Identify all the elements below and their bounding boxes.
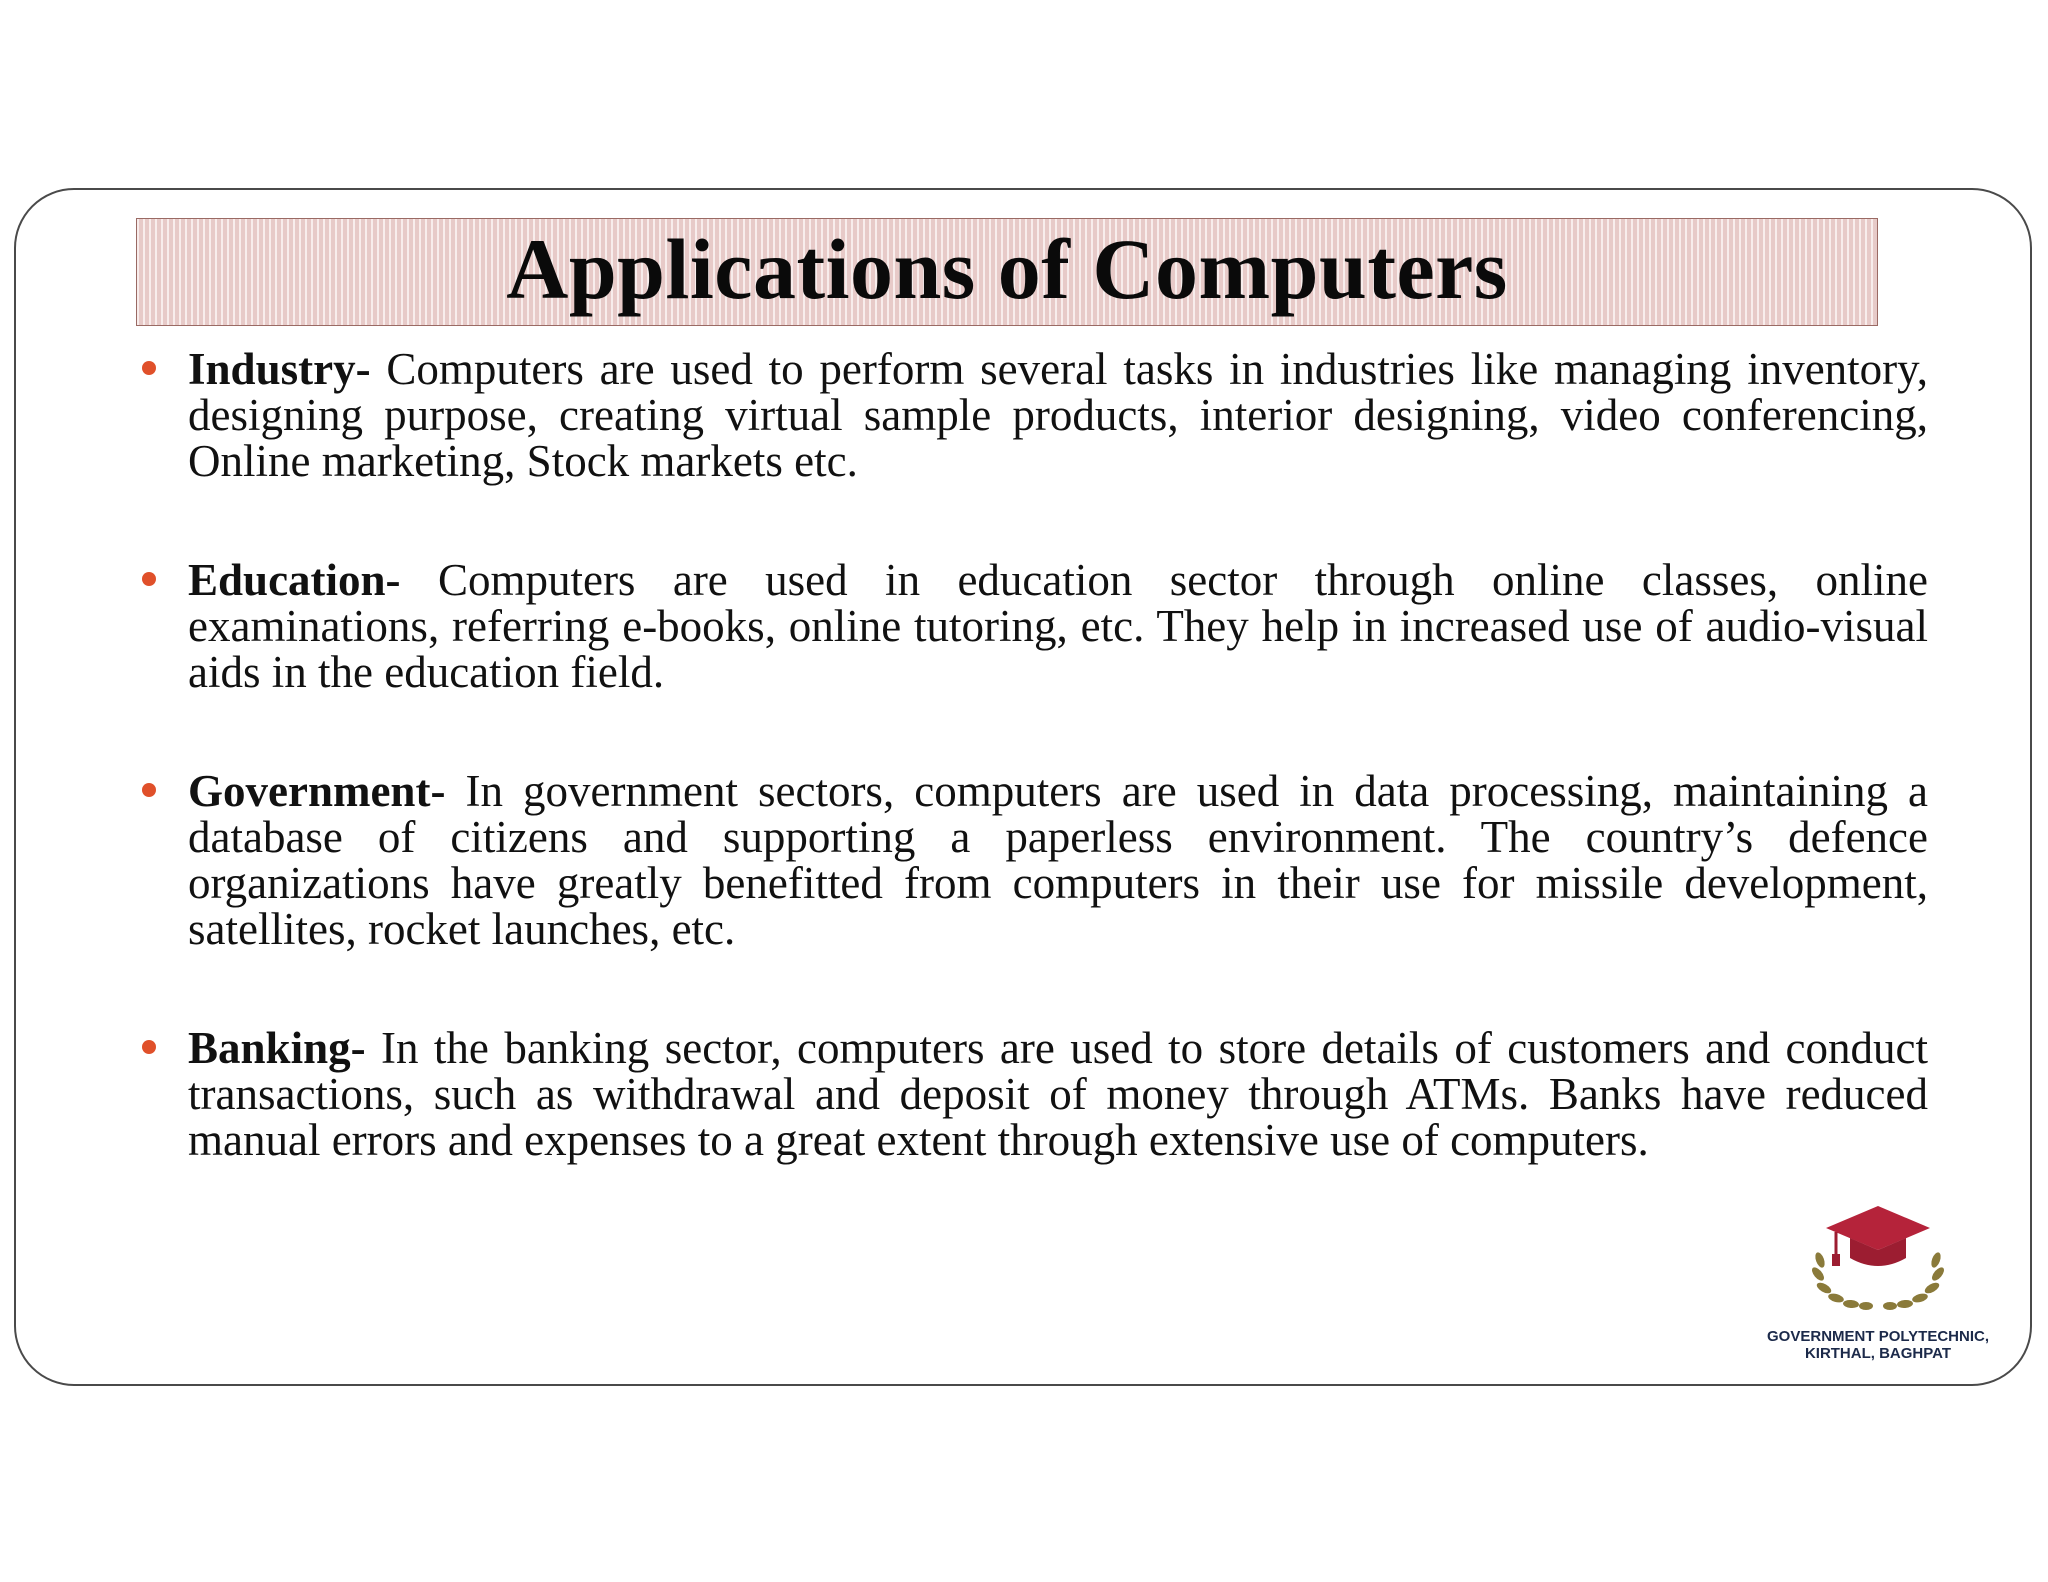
bullet-item-industry [188, 346, 1928, 484]
slide-title: Applications of Computers [506, 221, 1508, 317]
bullet-item-education [188, 557, 1928, 695]
logo-line-1: GOVERNMENT POLYTECHNIC, [1767, 1328, 1989, 1345]
bullet-term: Industry- [188, 344, 371, 394]
logo-line-2: KIRTHAL, BAGHPAT [1804, 1345, 1952, 1362]
bullet-dot-icon [142, 783, 156, 797]
bullet-text: Computers are used to perform several tasks in industries like managing inventory, designing purpose, creating virtual sample products, interior designing, video conferencing, Online marketing, Stock markets etc. [188, 344, 1928, 486]
bullet-term: Government- [188, 766, 446, 816]
bullet-item-banking [188, 1025, 1928, 1163]
bullet-text: In the banking sector, computers are used to store details of customers and conduct transactions, such as withdrawal and deposit of money through ATMs. Banks have reduced manual errors and expenses to a great extent through extensive use of computers. [188, 1023, 1928, 1165]
logo-caption [1758, 1328, 1998, 1362]
bullet-dot-icon [142, 361, 156, 375]
bullet-text: In government sectors, computers are used in data processing, maintaining a database of citizens and supporting a paperless environment. The country’s defence organizations have greatly benefitted from computers in their use for missile development, satellites, rocket launches, etc. [188, 766, 1928, 954]
bullet-item-government [188, 768, 1928, 952]
institution-logo [1758, 1198, 1998, 1370]
bullet-text: Computers are used in education sector through online classes, online examinations, referring e-books, online tutoring, etc. They help in increased use of audio-visual aids in the education field. [188, 555, 1928, 697]
bullet-term: Banking- [188, 1023, 366, 1073]
graduation-cap-wreath-icon [1758, 1198, 1998, 1318]
bullet-dot-icon [142, 572, 156, 586]
bullet-dot-icon [142, 1040, 156, 1054]
bullet-term: Education- [188, 555, 401, 605]
